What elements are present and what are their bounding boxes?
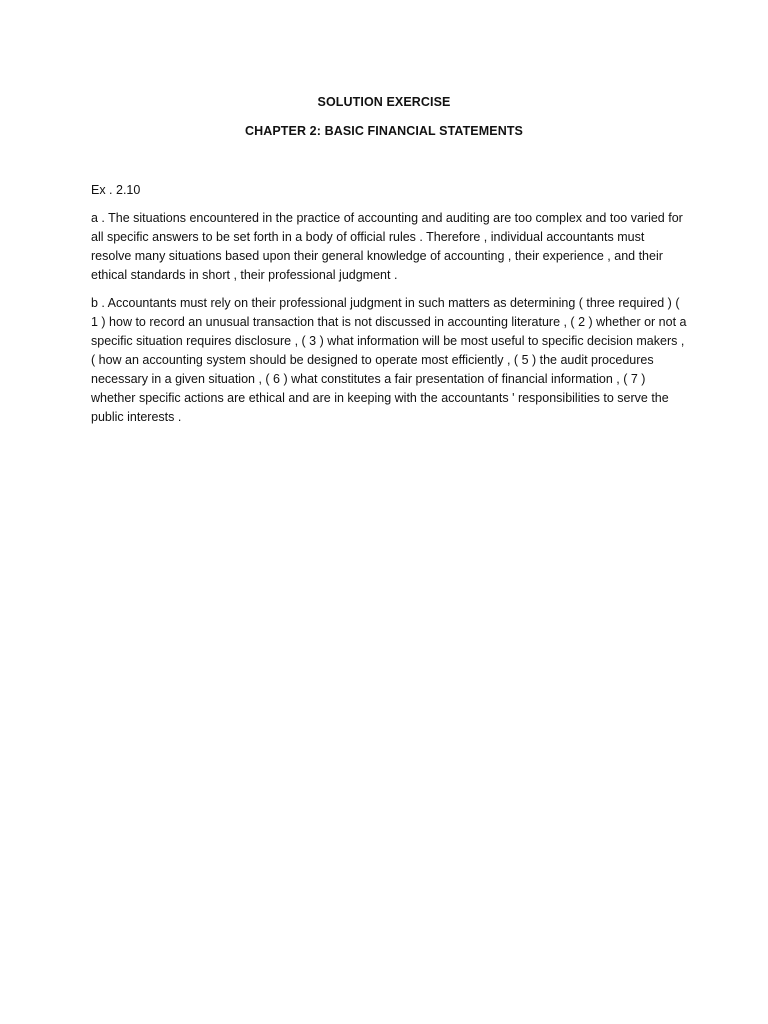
chapter-heading: CHAPTER 2: BASIC FINANCIAL STATEMENTS — [244, 124, 523, 138]
paragraph-a: a . The situations encountered in the practice of accounting and auditing are too complex and too varied for all specific answers to be set forth in a body of official rules . Therefore , individual accountants must resolve many situations based upon their general knowledge of accounting , their experience , and their ethical standards in short , their professional judgment . — [91, 211, 683, 282]
exercise-label: Ex . 2.10 — [91, 183, 141, 197]
document-title: SOLUTION EXERCISE — [317, 95, 451, 109]
paragraph-b: b . Accountants must rely on their professional judgment in such matters as determining ( three required ) ( 1 ) how to record an unusual transaction that is not discussed in accounting literature , ( 2 ) whether or not a specific situation requires disclosure , ( 3 ) what information will be most useful to specific decision makers , ( how an accounting system should be designed to operate most efficiently , ( 5 ) the audit procedures necessary in a given situation , ( 6 ) what constitutes a fair presentation of financial information , ( 7 ) whether specific actions are ethical and are in keeping with the accountants ' responsibilities to serve the public interests . — [91, 296, 687, 424]
